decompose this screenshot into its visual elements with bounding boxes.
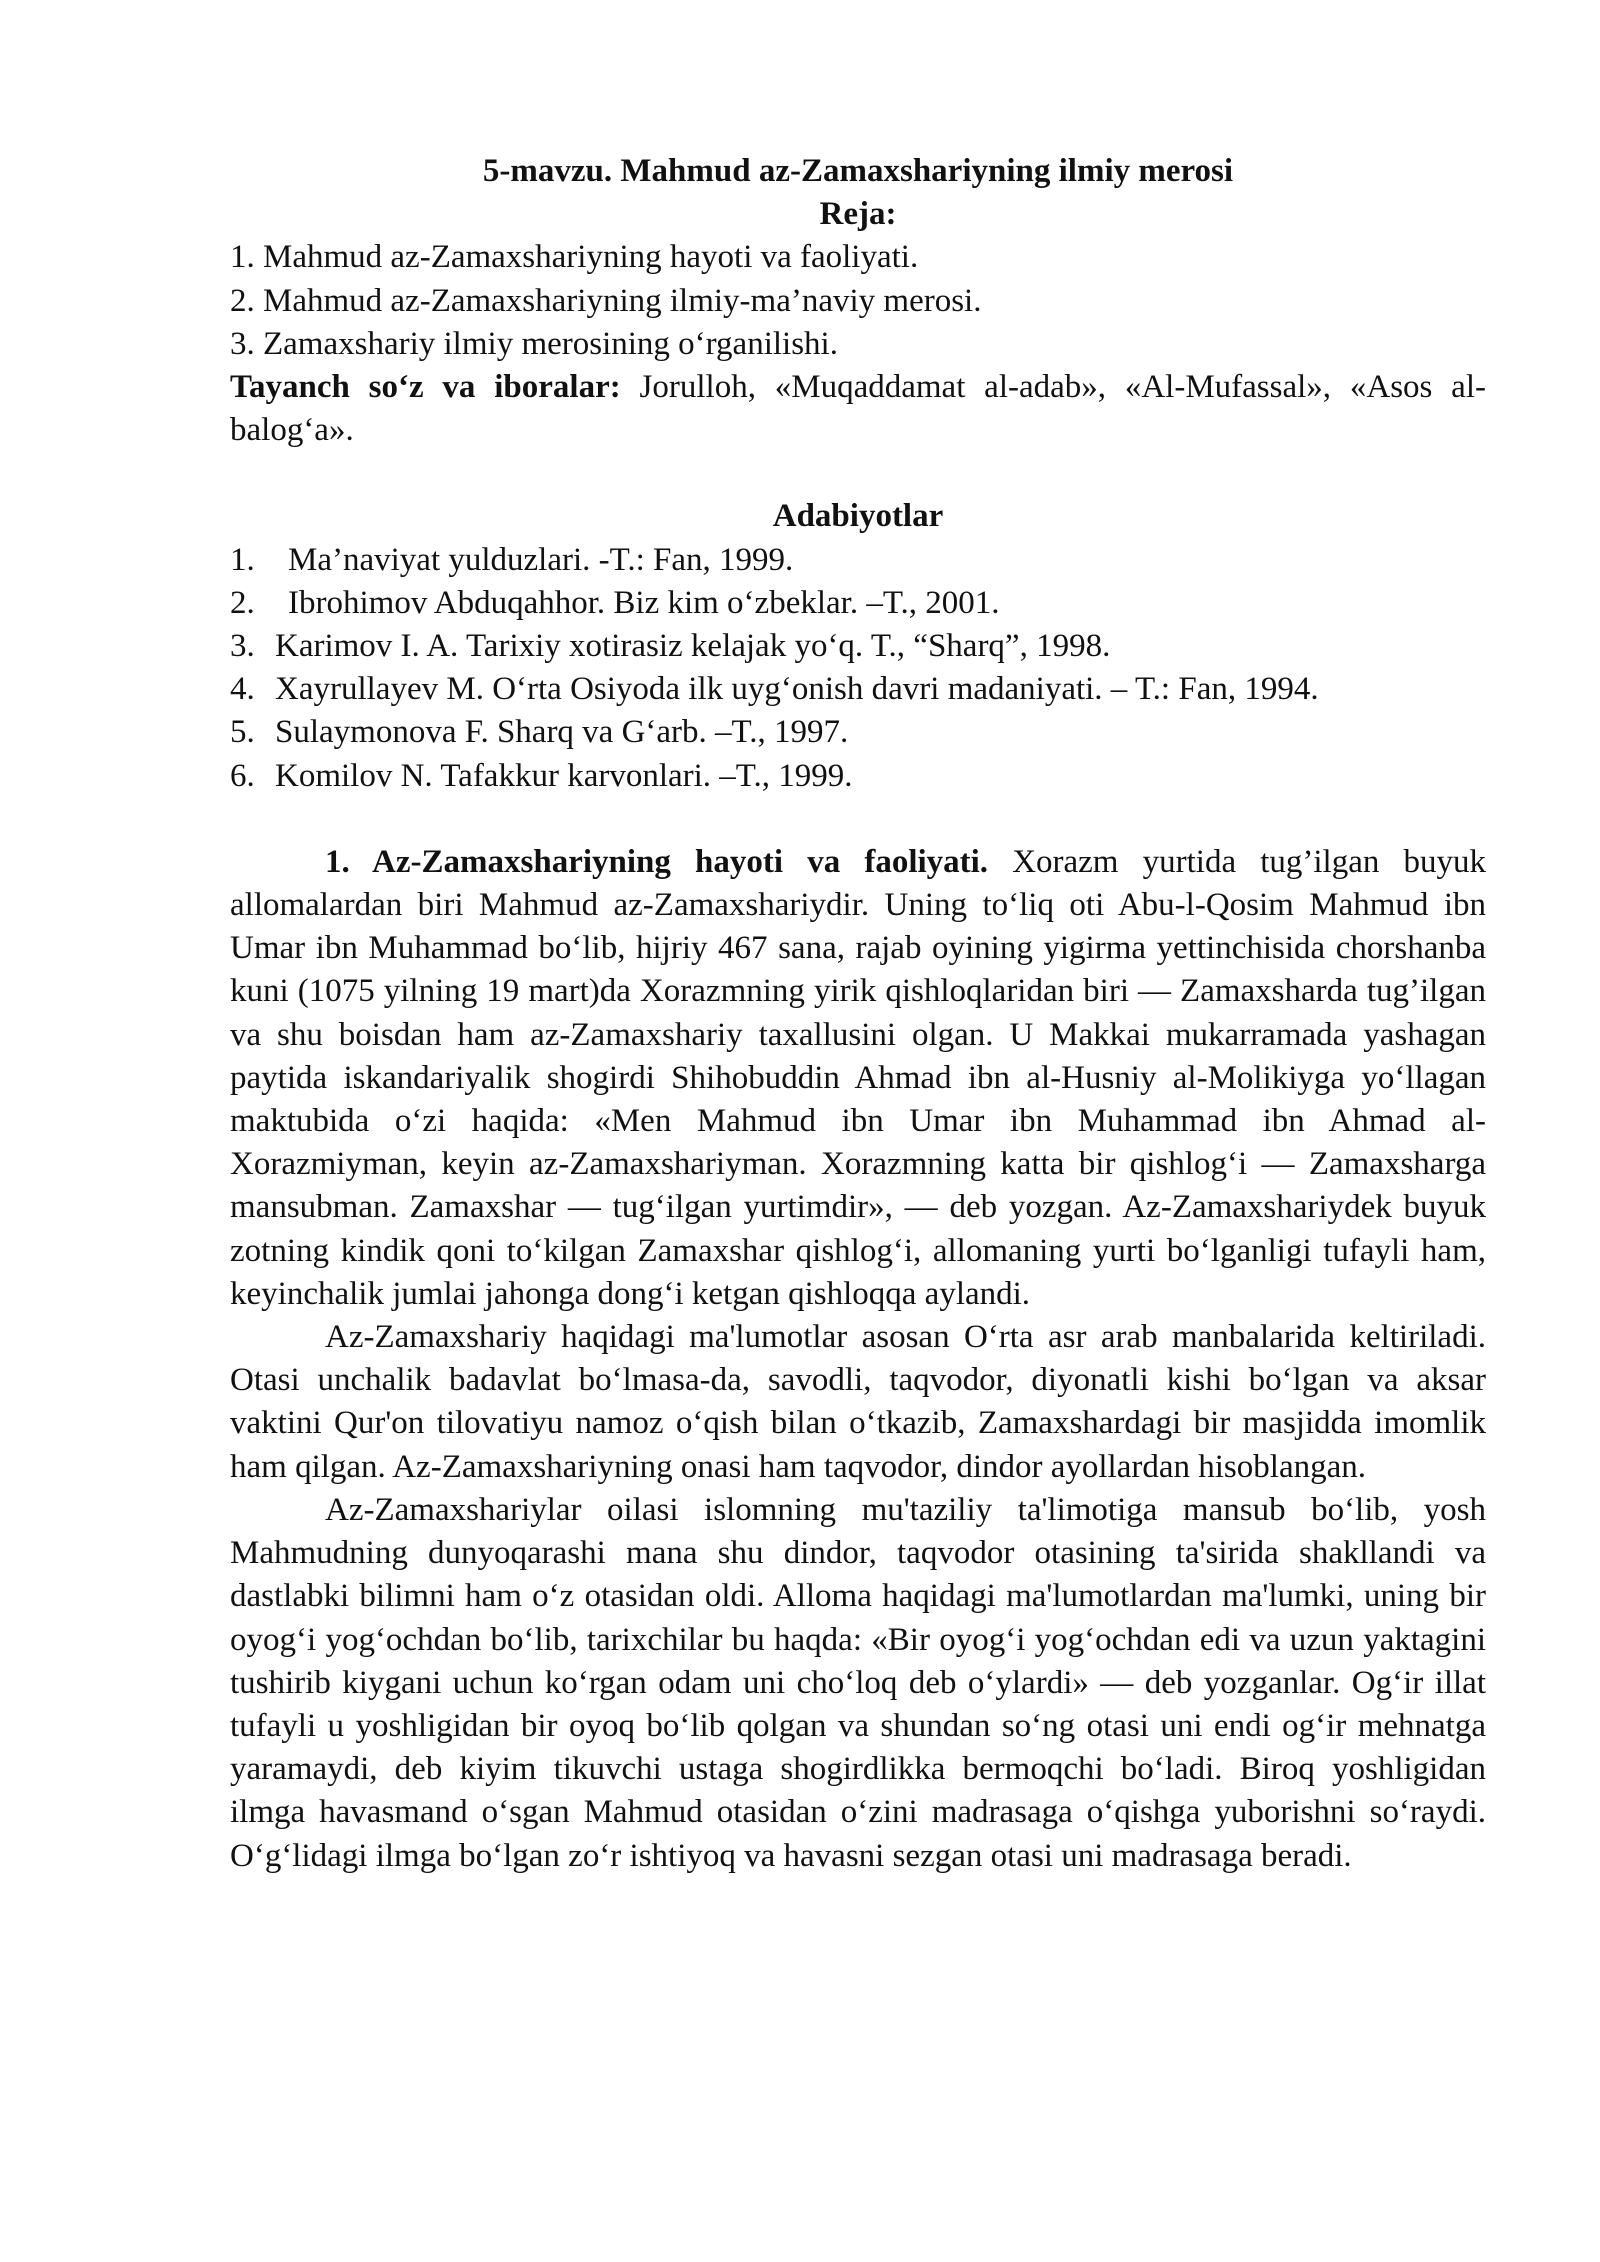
spacer [230,798,1486,841]
section1-paragraph-1 [230,841,1486,1316]
literature-number: 5. [230,714,255,751]
plan-item: 3. Zamaxshariy ilmiy merosining o‘rganilishi. [230,325,838,362]
literature-item [230,755,1486,798]
literature-text: Ma’naviyat yulduzlari. -T.: Fan, 1999. [288,541,794,578]
section1-heading: 1. Az-Zamaxshariyning hayoti va faoliyati. [325,843,989,880]
keywords-label: Tayanch so‘z va iboralar: [230,369,621,406]
spacer [230,452,1486,495]
literature-item [230,582,1486,625]
literature-item [230,668,1486,711]
document-title: 5-mavzu. Mahmud az-Zamaxshariyning ilmiy merosi [482,153,1234,189]
keywords-paragraph [230,366,1486,452]
section1-paragraph-3: Az-Zamaxshariylar oilasi islomning mu'taziliy ta'limotiga mansub bo‘lib, yosh Mahmudning dunyoqarashi mana shu dindor, taqvodor otasining ta'sirida shakllandi va dastlabki bilimni ham o‘z otasidan oldi. Alloma haqidagi ma'lumotlardan ma'lumki, uning bir oyog‘i yog‘ochdan bo‘lib, tarixchilar bu haqda: «Bir oyog‘i yog‘ochdan edi va uzun yaktagini tushirib kiygani uchun ko‘rgan odam uni cho‘loq deb o‘ylardi» — deb yozganlar. Og‘ir illat tufayli u yoshligidan bir oyoq bo‘lib qolgan va shundan so‘ng otasi uni endi og‘ir mehnatga yaramaydi, deb kiyim tikuvchi ustaga shogirdlikka bermoqchi bo‘ladi. Biroq yoshligidan ilmga havasmand o‘sgan Mahmud otasidan o‘zini madrasaga o‘qishga yuborishni so‘raydi. O‘g‘lidagi ilmga bo‘lgan zo‘r ishtiyoq va havasni sezgan otasi uni madrasaga beradi. [230,1491,1486,1874]
document-page [230,150,1486,1878]
literature-item [230,625,1486,668]
literature-text: Karimov I. A. Tarixiy xotirasiz kelajak yo‘q. T., “Sharq”, 1998. [275,628,1111,665]
literature-text: Ibrohimov Abduqahhor. Biz kim o‘zbeklar. –T., 2001. [288,584,1000,621]
literature-number: 4. [230,671,255,708]
literature-item [230,711,1486,754]
literature-text: Xayrullayev M. O‘rta Osiyoda ilk uyg‘onish davri madaniyati. – T.: Fan, 1994. [275,671,1319,708]
plan-item: 1. Mahmud az-Zamaxshariyning hayoti va faoliyati. [230,239,919,276]
section1-paragraph-1-text: Xorazm yurtida tug’ilgan buyuk allomalardan biri Mahmud az-Zamaxshariydir. Uning to‘liq oti Abu-l-Qosim Mahmud ibn Umar ibn Muhammad bo‘lib, hijriy 467 sana, rajab oyining yigirma yettinchisida chorshanba kuni (1075 yilning 19 mart)da Xorazmning yirik qishloqlaridan biri — Zamaxsharda tug’ilgan va shu boisdan ham az-Zamaxshariy taxallusini olgan. U Makkai mukarramada yashagan paytida iskandariyalik shogirdi Shihobuddin Ahmad ibn al-Husniy al-Molikiyga yo‘llagan maktubida o‘zi haqida: «Men Mahmud ibn Umar ibn Muhammad ibn Ahmad al-Xorazmiyman, keyin az-Zamaxshariyman. Xorazmning katta bir qishlog‘i — Zamaxsharga mansubman. Zamaxshar — tug‘ilgan yurtimdir», — deb yozgan. Az-Zamaxshariydek buyuk zotning kindik qoni to‘kilgan Zamaxshar qishlog‘i, allomaning yurti bo‘lganligi tufayli ham, keyinchalik jumlai jahonga dong‘i ketgan qishloqqa aylandi. [230,843,1486,1312]
literature-text: Komilov N. Tafakkur karvonlari. –T., 1999. [275,757,853,794]
literature-item [230,539,1486,582]
literature-number: 1. [230,541,255,578]
literature-number: 2. [230,584,255,621]
literature-number: 6. [230,757,255,794]
literature-text: Sulaymonova F. Sharq va G‘arb. –T., 1997. [275,714,849,751]
plan-heading: Reja: [819,196,897,233]
literature-number: 3. [230,628,255,665]
literature-heading: Adabiyotlar [772,498,944,535]
section1-paragraph-2: Az-Zamaxshariy haqidagi ma'lumotlar asosan O‘rta asr arab manbalarida keltiriladi. Otasi unchalik badavlat bo‘lmasa-da, savodli, taqvodor, diyonatli kishi bo‘lgan va aksar vaktini Qur'on tilovatiyu namoz o‘qish bilan o‘tkazib, Zamaxshardagi bir masjidda imomlik ham qilgan. Az-Zamaxshariyning onasi ham taqvodor, dindor ayollardan hisoblangan. [230,1319,1486,1485]
keywords-text: Jorulloh, «Muqaddamat al-adab», «Al-Mufassal», «Asos al-balog‘a». [230,369,1486,449]
plan-item: 2. Mahmud az-Zamaxshariyning ilmiy-ma’naviy merosi. [230,282,982,319]
